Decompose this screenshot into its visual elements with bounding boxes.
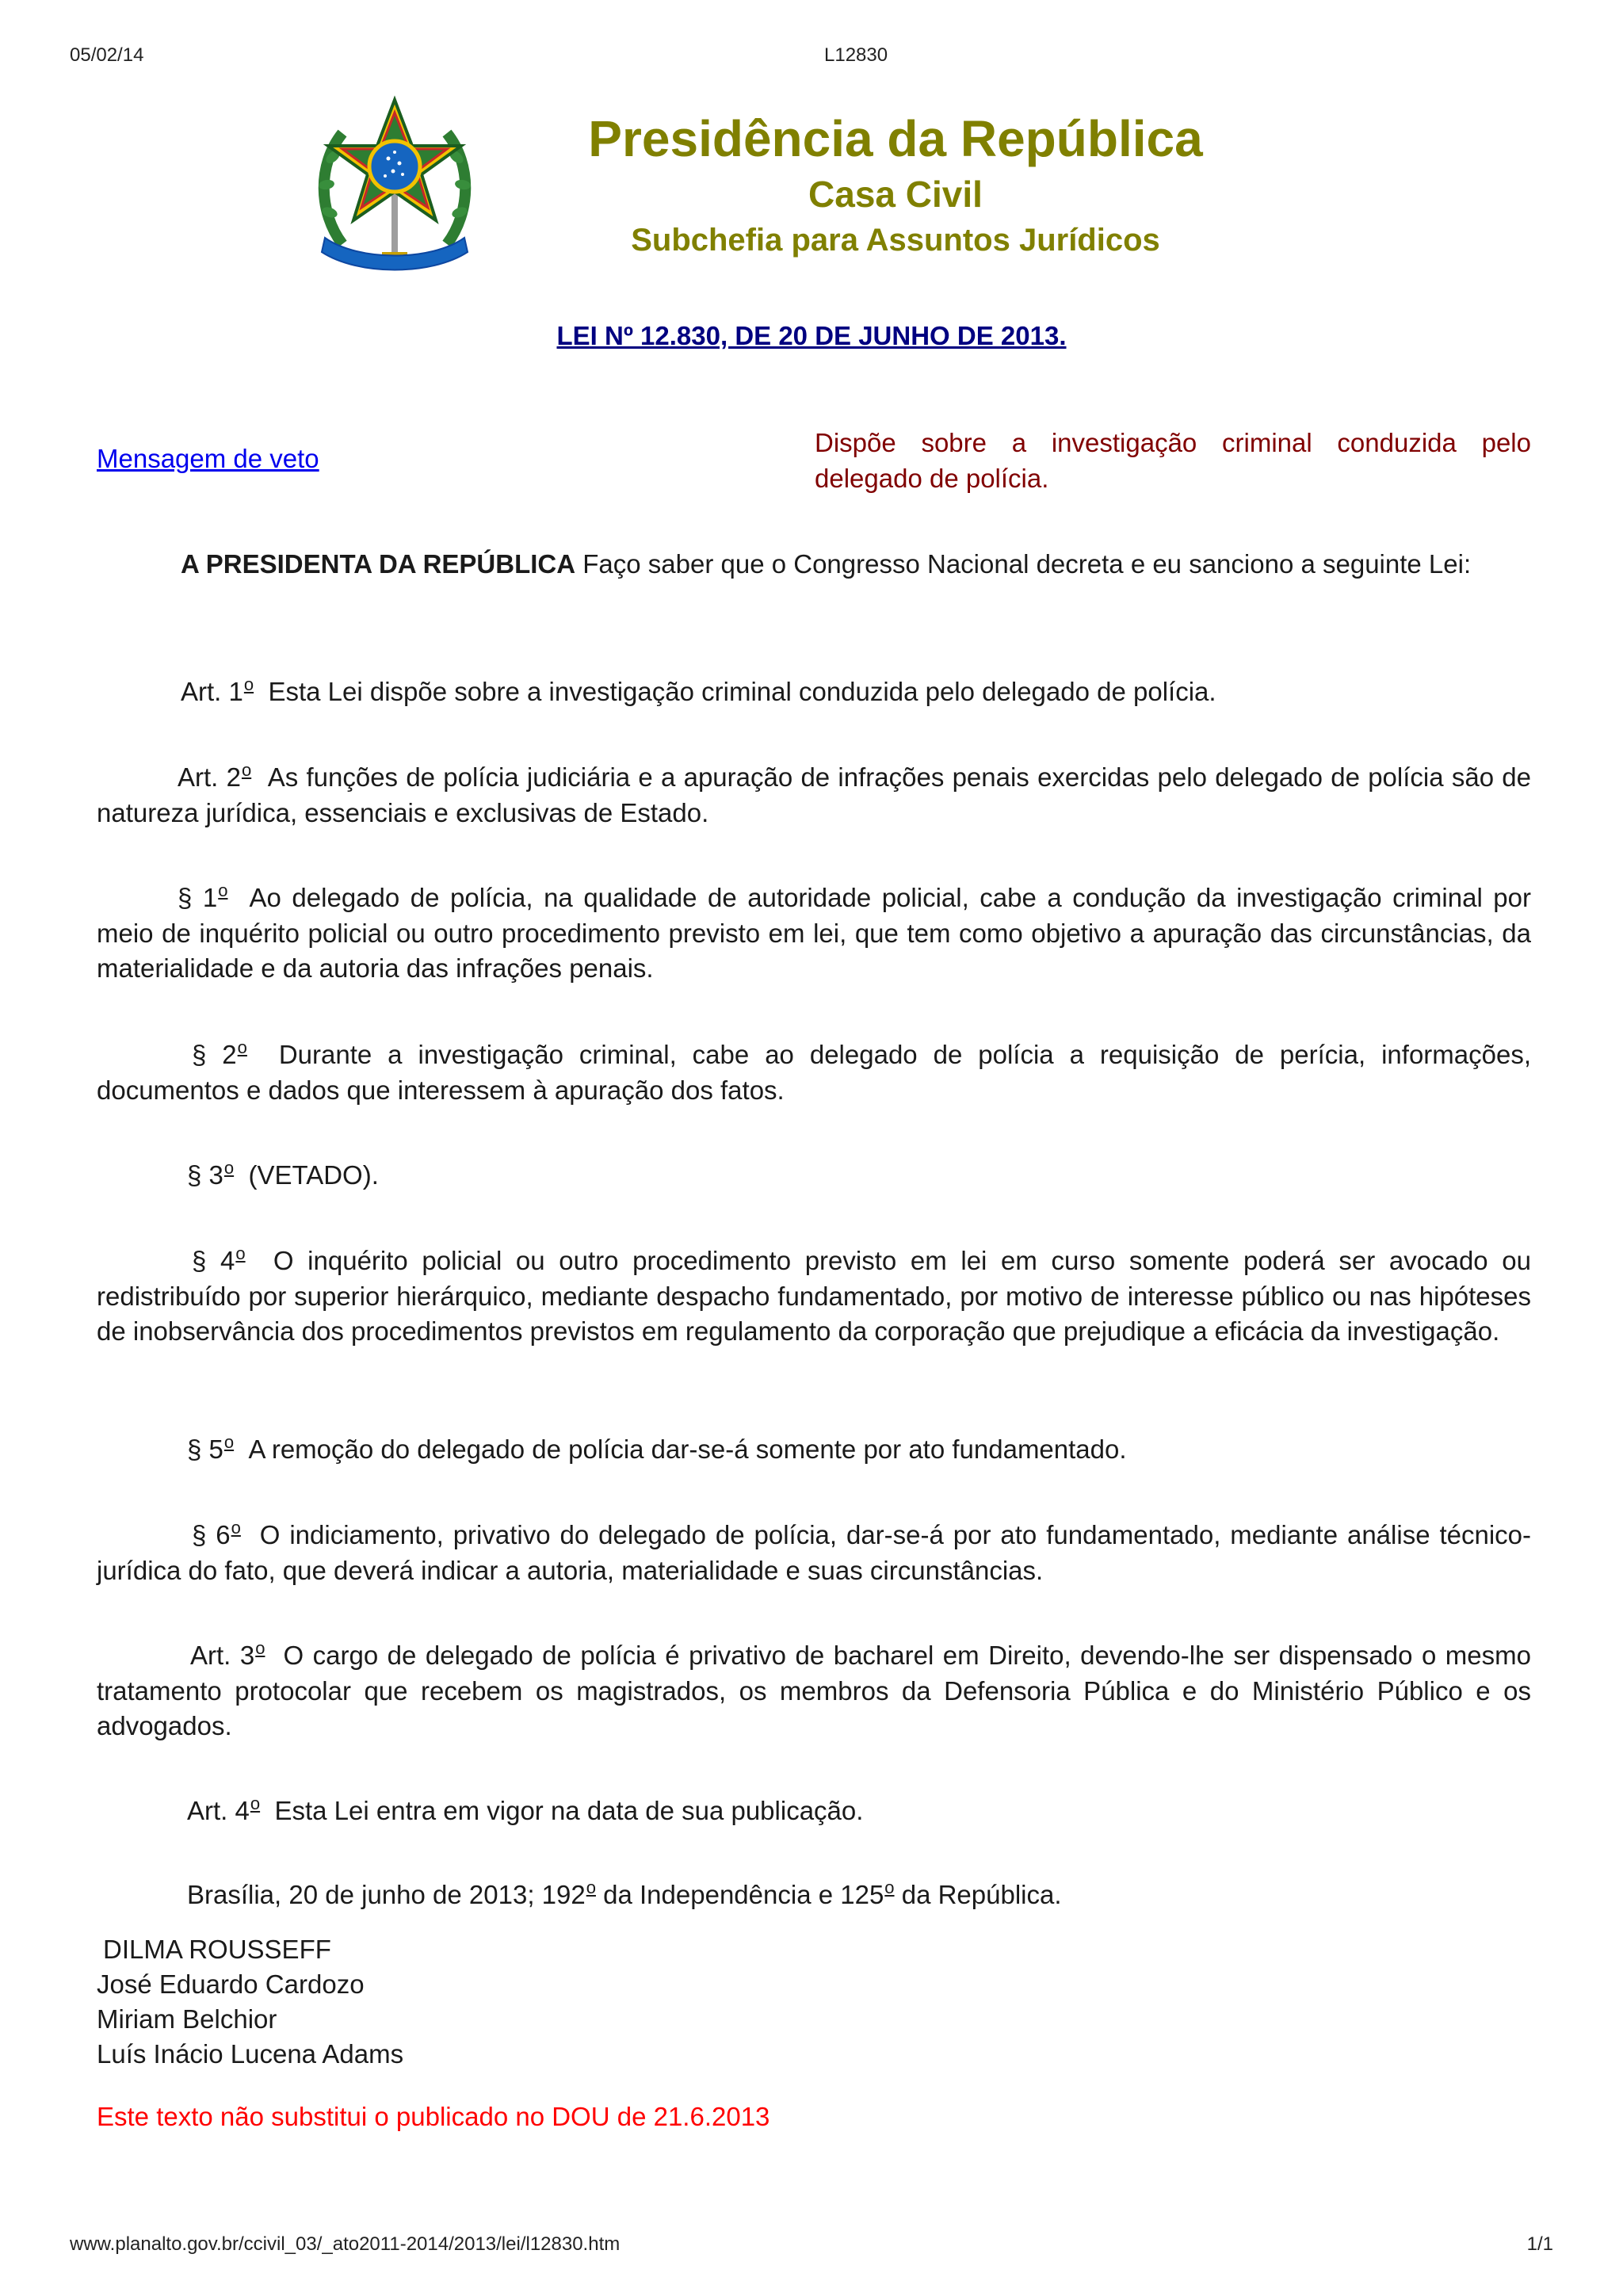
ordinal-indicator: o <box>235 1244 246 1263</box>
ordinal-indicator: o <box>223 1432 235 1452</box>
ordinal-indicator: o <box>237 1037 247 1057</box>
preamble <box>97 547 1531 583</box>
article-4-label: Art. 4 <box>187 1796 250 1825</box>
paragraph-5-text: A remoção do delegado de polícia dar-se-á somente por ato fundamentado. <box>248 1435 1127 1464</box>
paragraph-1 <box>97 873 1531 987</box>
print-date: 05/02/14 <box>70 44 144 66</box>
ordinal-indicator: o <box>250 1794 261 1813</box>
paragraph-3 <box>97 1151 1531 1194</box>
closing-line <box>97 1870 1531 1913</box>
law-summary: Dispõe sobre a investigação criminal conduzida pelo delegado de polícia. <box>815 428 1531 493</box>
institution-title: Presidência da República <box>588 110 1203 167</box>
institution-subtitle: Casa Civil <box>808 174 983 215</box>
paragraph-3-text: (VETADO). <box>248 1160 379 1190</box>
print-url: www.planalto.gov.br/ccivil_03/_ato2011-2014/2013/lei/l12830.htm <box>70 2233 621 2255</box>
ordinal-indicator: o <box>255 1638 265 1658</box>
minister-signature: Luís Inácio Lucena Adams <box>97 2039 404 2069</box>
paragraph-6-text: O indiciamento, privativo do delegado de polícia, dar-se-á por ato fundamentado, mediante análise técnico-jurídica do fato, que deverá indicar a autoria, materialidade e suas circunstâncias. <box>97 1520 1532 1585</box>
preamble-text: Faço saber que o Congresso Nacional decreta e eu sanciono a seguinte Lei: <box>575 549 1472 579</box>
veto-message-link[interactable]: Mensagem de veto <box>97 444 319 473</box>
article-1-label: Art. 1 <box>181 677 243 706</box>
ordinal-indicator: o <box>218 881 228 900</box>
article-2-label: Art. 2 <box>178 762 241 792</box>
closing-part-1: Brasília, 20 de junho de 2013; 192 <box>187 1880 586 1909</box>
paragraph-1-text: Ao delegado de polícia, na qualidade de autoridade policial, cabe a condução da investigação criminal por meio de inquérito policial ou outro procedimento previsto em lei, que tem como objetivo a apuração das circunstâncias, da materialidade e da autoria das infrações penais. <box>97 883 1531 983</box>
article-3-label: Art. 3 <box>190 1641 255 1670</box>
article-3 <box>97 1631 1531 1744</box>
paragraph-2-text: Durante a investigação criminal, cabe ao delegado de polícia a requisição de perícia, informações, documentos e dados que interessem à apuração dos fatos. <box>97 1040 1532 1105</box>
law-title-link[interactable]: LEI Nº 12.830, DE 20 DE JUNHO DE 2013. <box>556 321 1067 350</box>
ordinal-indicator: o <box>586 1878 596 1897</box>
article-4 <box>97 1786 1531 1829</box>
print-doc-title: L12830 <box>824 44 888 66</box>
ordinal-indicator: o <box>884 1878 895 1897</box>
preamble-bold: A PRESIDENTA DA REPÚBLICA <box>181 549 576 579</box>
paragraph-4 <box>97 1236 1531 1350</box>
paragraph-3-label: § 3 <box>187 1160 223 1190</box>
article-2-text: As funções de polícia judiciária e a apuração de infrações penais exercidas pelo delegado de polícia são de natureza jurídica, essenciais e exclusivas de Estado. <box>97 762 1532 827</box>
article-2 <box>97 753 1531 831</box>
president-signature: DILMA ROUSSEFF <box>103 1935 331 1964</box>
minister-signature: José Eduardo Cardozo <box>97 1969 365 1999</box>
paragraph-6 <box>97 1511 1531 1588</box>
article-1-text: Esta Lei dispõe sobre a investigação criminal conduzida pelo delegado de polícia. <box>268 677 1216 706</box>
ordinal-indicator: o <box>241 760 252 780</box>
paragraph-4-label: § 4 <box>192 1246 235 1275</box>
institution-department: Subchefia para Assuntos Jurídicos <box>631 223 1160 258</box>
ordinal-indicator: o <box>243 674 254 694</box>
paragraph-4-text: O inquérito policial ou outro procedimento previsto em lei em curso somente poderá ser avocado ou redistribuído por superior hierárquico, mediante despacho fundamentado, por motivo de interesse público ou nas hipóteses de inobservância dos procedimentos previstos em regulamento da corporação que prejudique a eficácia da investigação. <box>97 1246 1532 1346</box>
article-1 <box>97 667 1531 710</box>
closing-part-3: da República. <box>894 1880 1062 1909</box>
print-page-number: 1/1 <box>1526 2233 1553 2255</box>
article-4-text: Esta Lei entra em vigor na data de sua publicação. <box>274 1796 864 1825</box>
ordinal-indicator: o <box>223 1158 235 1178</box>
paragraph-1-label: § 1 <box>178 883 218 912</box>
minister-signature: Miriam Belchior <box>97 2004 277 2034</box>
paragraph-2-label: § 2 <box>192 1040 237 1069</box>
dou-notice: Este texto não substitui o publicado no DOU de 21.6.2013 <box>97 2102 770 2131</box>
paragraph-5 <box>97 1425 1531 1468</box>
paragraph-2 <box>97 1030 1531 1108</box>
paragraph-5-label: § 5 <box>187 1435 223 1464</box>
ordinal-indicator: o <box>231 1518 241 1538</box>
closing-part-2: da Independência e 125 <box>595 1880 884 1909</box>
paragraph-6-label: § 6 <box>192 1520 231 1549</box>
article-3-text: O cargo de delegado de polícia é privativo de bacharel em Direito, devendo-lhe ser dispensado o mesmo tratamento protocolar que recebem os magistrados, os membros da Defensoria Pública e do Ministério Público e os advogados. <box>97 1641 1531 1740</box>
